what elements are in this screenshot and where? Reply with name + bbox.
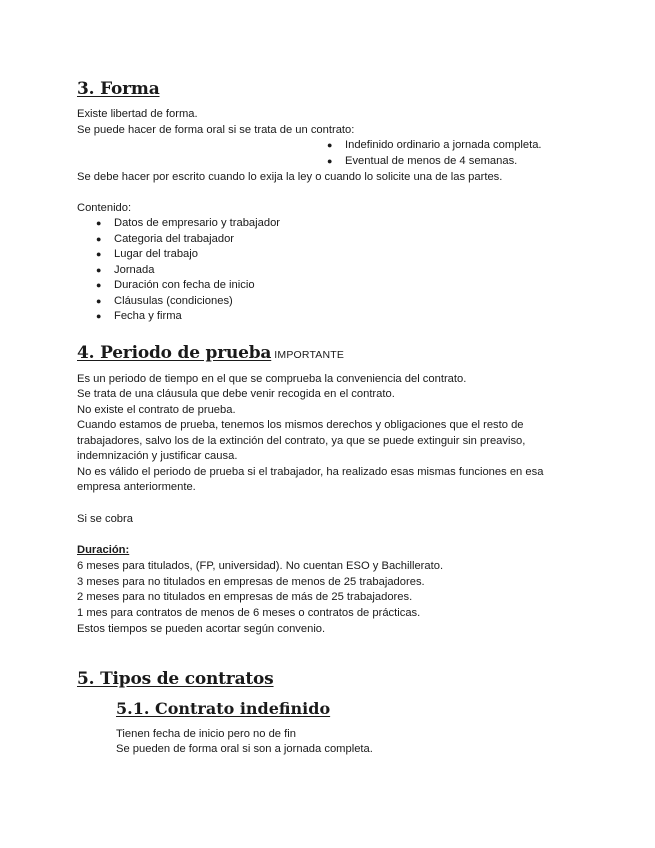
section-4-heading: 4. Periodo de prueba IMPORTANTE — [77, 343, 345, 363]
paragraph-line: Es un periodo de tiempo en el que se comprueba la conveniencia del contrato. — [77, 373, 467, 385]
bullet-icon: ● — [96, 311, 102, 321]
bullet-icon: ● — [96, 265, 102, 275]
duracion-line: Estos tiempos se pueden acortar según convenio. — [77, 623, 326, 635]
bullet-icon: ● — [327, 156, 333, 166]
list-item: ● Eventual de menos de 4 semanas. — [327, 155, 518, 167]
bullet-icon: ● — [96, 249, 102, 259]
duracion-line: 6 meses para titulados, (FP, universidad). No cuentan ESO y Bachillerato. — [77, 560, 444, 572]
duracion-heading: Duración: — [77, 544, 130, 556]
duracion-line: 2 meses para no titulados en empresas de más de 25 trabajadores. — [77, 591, 413, 603]
list-item: ● Cláusulas (condiciones) — [96, 295, 233, 307]
section-5-heading: 5. Tipos de contratos — [77, 669, 274, 689]
cobra-line: Si se cobra — [77, 513, 133, 525]
paragraph-line: Se debe hacer por escrito cuando lo exija la ley o cuando lo solicite una de las partes. — [77, 171, 503, 183]
duracion-line: 3 meses para no titulados en empresas de menos de 25 trabajadores. — [77, 576, 425, 588]
contenido-label: Contenido: — [77, 202, 132, 214]
list-item: ● Duración con fecha de inicio — [96, 279, 255, 291]
bullet-icon: ● — [96, 280, 102, 290]
paragraph-line: Existe libertad de forma. — [77, 108, 198, 120]
paragraph-line: Se trata de una cláusula que debe venir recogida en el contrato. — [77, 388, 395, 400]
paragraph-line: No es válido el periodo de prueba si el trabajador, ha realizado esas mismas funciones en esa — [77, 466, 544, 478]
paragraph-line: indemnización y justificar causa. — [77, 450, 238, 462]
duracion-line: 1 mes para contratos de menos de 6 meses o contratos de prácticas. — [77, 607, 421, 619]
list-item: ● Indefinido ordinario a jornada completa. — [327, 139, 542, 151]
bullet-icon: ● — [96, 296, 102, 306]
list-item: ● Datos de empresario y trabajador — [96, 217, 281, 229]
paragraph-line: empresa anteriormente. — [77, 481, 196, 493]
paragraph-line: trabajadores, salvo los de la extinción del contrato, ya que se puede extinguir sin preaviso, — [77, 435, 526, 447]
list-item: ● Jornada — [96, 264, 155, 276]
subsection-5-1-heading: 5.1. Contrato indefinido — [116, 699, 331, 718]
paragraph-line: Se pueden de forma oral si son a jornada completa. — [116, 743, 373, 755]
paragraph-line: Tienen fecha de inicio pero no de fin — [116, 728, 296, 740]
bullet-icon: ● — [327, 140, 333, 150]
paragraph-line: No existe el contrato de prueba. — [77, 404, 236, 416]
list-item: ● Categoria del trabajador — [96, 233, 235, 245]
paragraph-line: Se puede hacer de forma oral si se trata de un contrato: — [77, 124, 355, 136]
list-item: ● Fecha y firma — [96, 310, 182, 322]
list-item: ● Lugar del trabajo — [96, 248, 198, 260]
bullet-icon: ● — [96, 218, 102, 228]
important-tag: IMPORTANTE — [274, 349, 345, 361]
section-3-heading: 3. Forma — [77, 79, 160, 99]
paragraph-line: Cuando estamos de prueba, tenemos los mismos derechos y obligaciones que el resto de — [77, 419, 524, 431]
bullet-icon: ● — [96, 234, 102, 244]
